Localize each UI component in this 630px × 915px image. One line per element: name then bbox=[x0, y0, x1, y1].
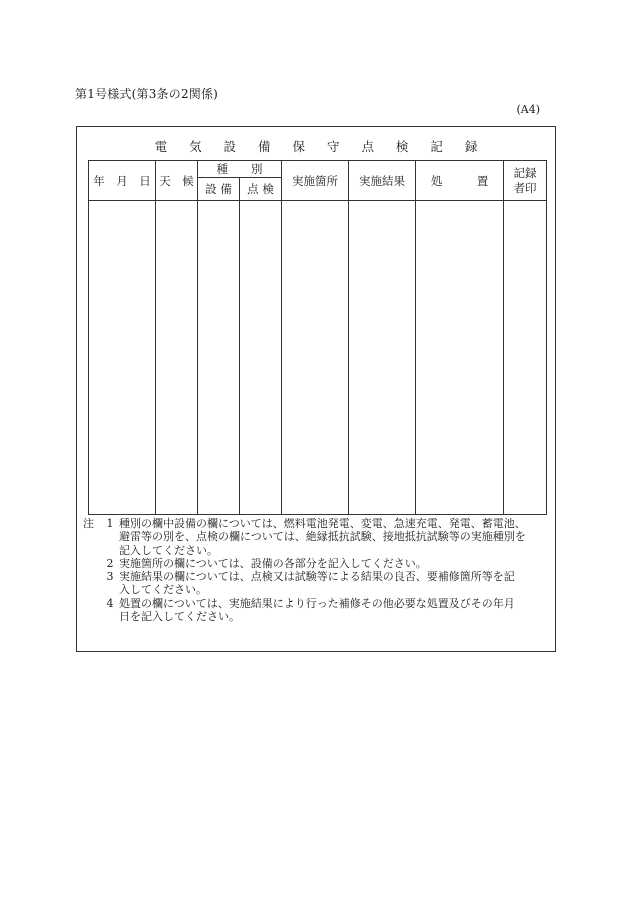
note-number: 1 bbox=[106, 517, 114, 530]
cell-type-inspection[interactable] bbox=[240, 201, 282, 515]
column-recorder-seal: 記録 者印 bbox=[504, 161, 547, 201]
paper-size-label: (A4) bbox=[516, 103, 540, 116]
note-number: 3 bbox=[106, 570, 114, 584]
cell-location[interactable] bbox=[282, 201, 349, 515]
form-frame bbox=[76, 126, 556, 652]
column-weather: 天 候 bbox=[156, 161, 198, 201]
note-item bbox=[83, 557, 551, 570]
form-number-label: 第1号様式(第3条の2関係) bbox=[75, 87, 219, 101]
inspection-log-table bbox=[88, 160, 547, 515]
column-location: 実施箇所 bbox=[282, 161, 349, 201]
column-result: 実施結果 bbox=[349, 161, 416, 201]
cell-result[interactable] bbox=[349, 201, 416, 515]
note-item bbox=[83, 597, 551, 624]
column-date: 年 月 日 bbox=[89, 161, 156, 201]
note-item bbox=[83, 570, 551, 597]
column-type: 種 別 bbox=[198, 161, 282, 178]
notes-section bbox=[83, 517, 551, 623]
table-header-row bbox=[89, 161, 547, 178]
table-entry-area bbox=[89, 201, 547, 515]
cell-recorder-seal[interactable] bbox=[504, 201, 547, 515]
column-type-inspection: 点 検 bbox=[240, 178, 282, 201]
note-number: 2 bbox=[106, 556, 114, 570]
cell-date[interactable] bbox=[89, 201, 156, 515]
cell-weather[interactable] bbox=[156, 201, 198, 515]
notes-prefix: 注 bbox=[83, 517, 94, 530]
note-text: 処置の欄については、実施結果により行った補修その他必要な処置及びその年月 日を記入してください。 bbox=[119, 596, 515, 624]
cell-action[interactable] bbox=[416, 201, 504, 515]
cell-type-equipment[interactable] bbox=[198, 201, 240, 515]
note-text: 実施結果の欄については、点検又は試験等による結果の良否、要補修箇所等を記 入してください。 bbox=[119, 570, 515, 597]
note-text: 種別の欄中設備の欄については、燃料電池発電、変電、急速充電、発電、蓄電池、 避雷等の別を、点検の欄については、絶縁抵抗試験、接地抵抗試験等の実施種別を 記入してください。 bbox=[119, 517, 526, 557]
note-item bbox=[83, 517, 551, 557]
note-number: 4 bbox=[106, 596, 114, 610]
column-action: 処 置 bbox=[416, 161, 504, 201]
note-text: 実施箇所の欄については、設備の各部分を記入してください。 bbox=[119, 556, 427, 570]
form-title: 電 気 設 備 保 守 点 検 記 録 bbox=[154, 139, 487, 154]
column-type-equipment: 設 備 bbox=[198, 178, 240, 201]
